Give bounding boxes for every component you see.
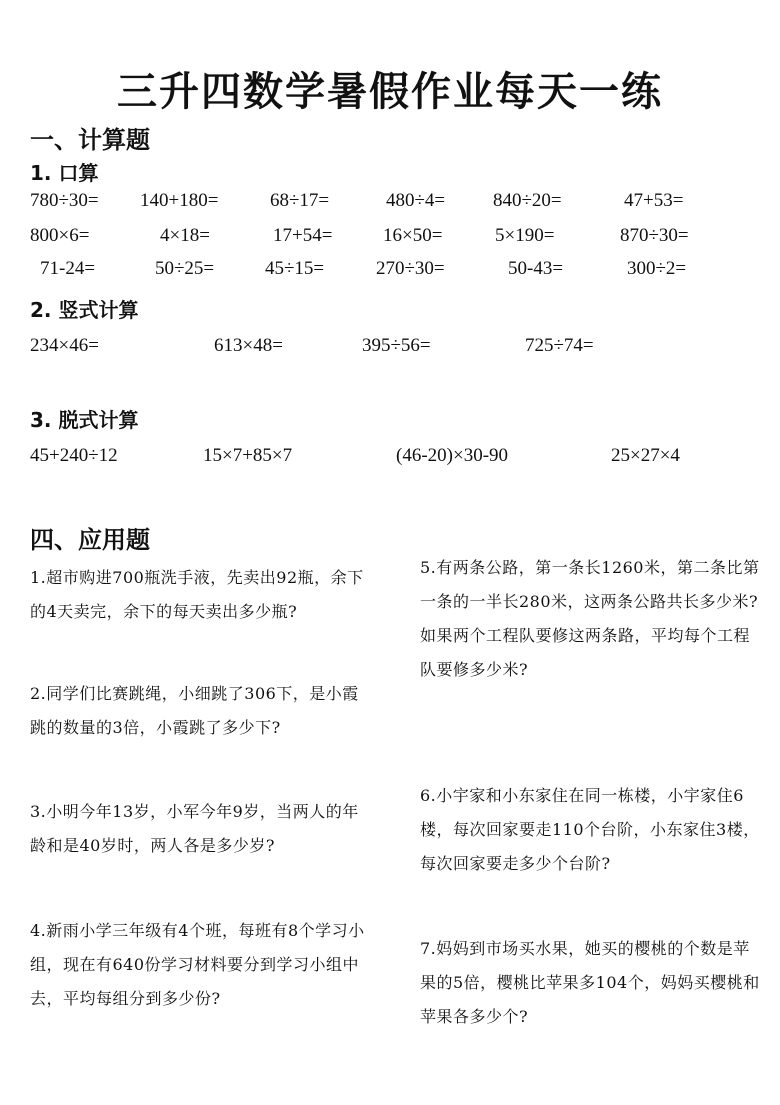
oral-calc-item: 270÷30= xyxy=(376,258,445,279)
word-problem-7: 7.妈妈到市场买水果，她买的樱桃的个数是苹果的5倍，樱桃比苹果多104个，妈妈买樱桃和苹果各多少个? xyxy=(420,939,760,1026)
oral-calc-item: 300÷2= xyxy=(627,258,687,279)
oral-calc-item: 5×190= xyxy=(495,225,555,246)
subheading-oral-calculation: 1. 口算 xyxy=(30,161,99,185)
oral-calc-item: 47+53= xyxy=(624,190,684,211)
oral-calc-item: 870÷30= xyxy=(620,225,689,246)
vertical-calc-item: 613×48= xyxy=(214,335,283,356)
section-heading-calculation: 一、计算题 xyxy=(30,126,150,154)
stepwise-calc-item: 15×7+85×7 xyxy=(203,445,293,466)
oral-calc-item: 480÷4= xyxy=(386,190,446,211)
stepwise-calc-item: (46-20)×30-90 xyxy=(396,445,509,466)
subheading-stepwise-calculation: 3. 脱式计算 xyxy=(30,408,139,432)
oral-calc-item: 840÷20= xyxy=(493,190,562,211)
oral-calc-item: 50-43= xyxy=(508,258,564,279)
page-title: 三升四数学暑假作业每天一练 xyxy=(117,69,663,115)
subheading-vertical-calculation: 2. 竖式计算 xyxy=(30,298,139,322)
oral-calc-item: 45÷15= xyxy=(265,258,325,279)
word-problem-6: 6.小宇家和小东家住在同一栋楼，小宇家住6楼，每次回家要走110个台阶，小东家住3楼，每次回家要走多少个台阶? xyxy=(420,786,760,873)
oral-calc-item: 800×6= xyxy=(30,225,90,246)
section-heading-word-problems: 四、应用题 xyxy=(30,526,150,554)
oral-calc-item: 71-24= xyxy=(40,258,96,279)
oral-calc-item: 4×18= xyxy=(160,225,210,246)
oral-calc-item: 16×50= xyxy=(383,225,443,246)
word-problem-5: 5.有两条公路，第一条长1260米，第二条比第一条的一半长280米，这两条公路共长多少米?如果两个工程队要修这两条路，平均每个工程队要修多少米? xyxy=(420,558,760,679)
stepwise-calc-item: 25×27×4 xyxy=(611,445,680,466)
word-problem-3: 3.小明今年13岁，小军今年9岁，当两人的年龄和是40岁时，两人各是多少岁? xyxy=(30,802,359,855)
word-problem-1: 1.超市购进700瓶洗手液，先卖出92瓶，余下的4天卖完，余下的每天卖出多少瓶? xyxy=(30,568,364,621)
oral-calc-item: 140+180= xyxy=(140,190,219,211)
oral-calc-item: 17+54= xyxy=(273,225,333,246)
vertical-calc-item: 395÷56= xyxy=(362,335,431,356)
vertical-calc-item: 234×46= xyxy=(30,335,99,356)
vertical-calc-item: 725÷74= xyxy=(525,335,594,356)
word-problem-2: 2.同学们比赛跳绳，小细跳了306下，是小霞跳的数量的3倍，小霞跳了多少下? xyxy=(30,684,359,737)
word-problem-4: 4.新雨小学三年级有4个班，每班有8个学习小组，现在有640份学习材料要分到学习小组中去，平均每组分到多少份? xyxy=(30,921,365,1008)
oral-calc-item: 68÷17= xyxy=(270,190,330,211)
oral-calc-item: 50÷25= xyxy=(155,258,215,279)
oral-calc-item: 780÷30= xyxy=(30,190,99,211)
stepwise-calc-item: 45+240÷12 xyxy=(30,445,118,466)
